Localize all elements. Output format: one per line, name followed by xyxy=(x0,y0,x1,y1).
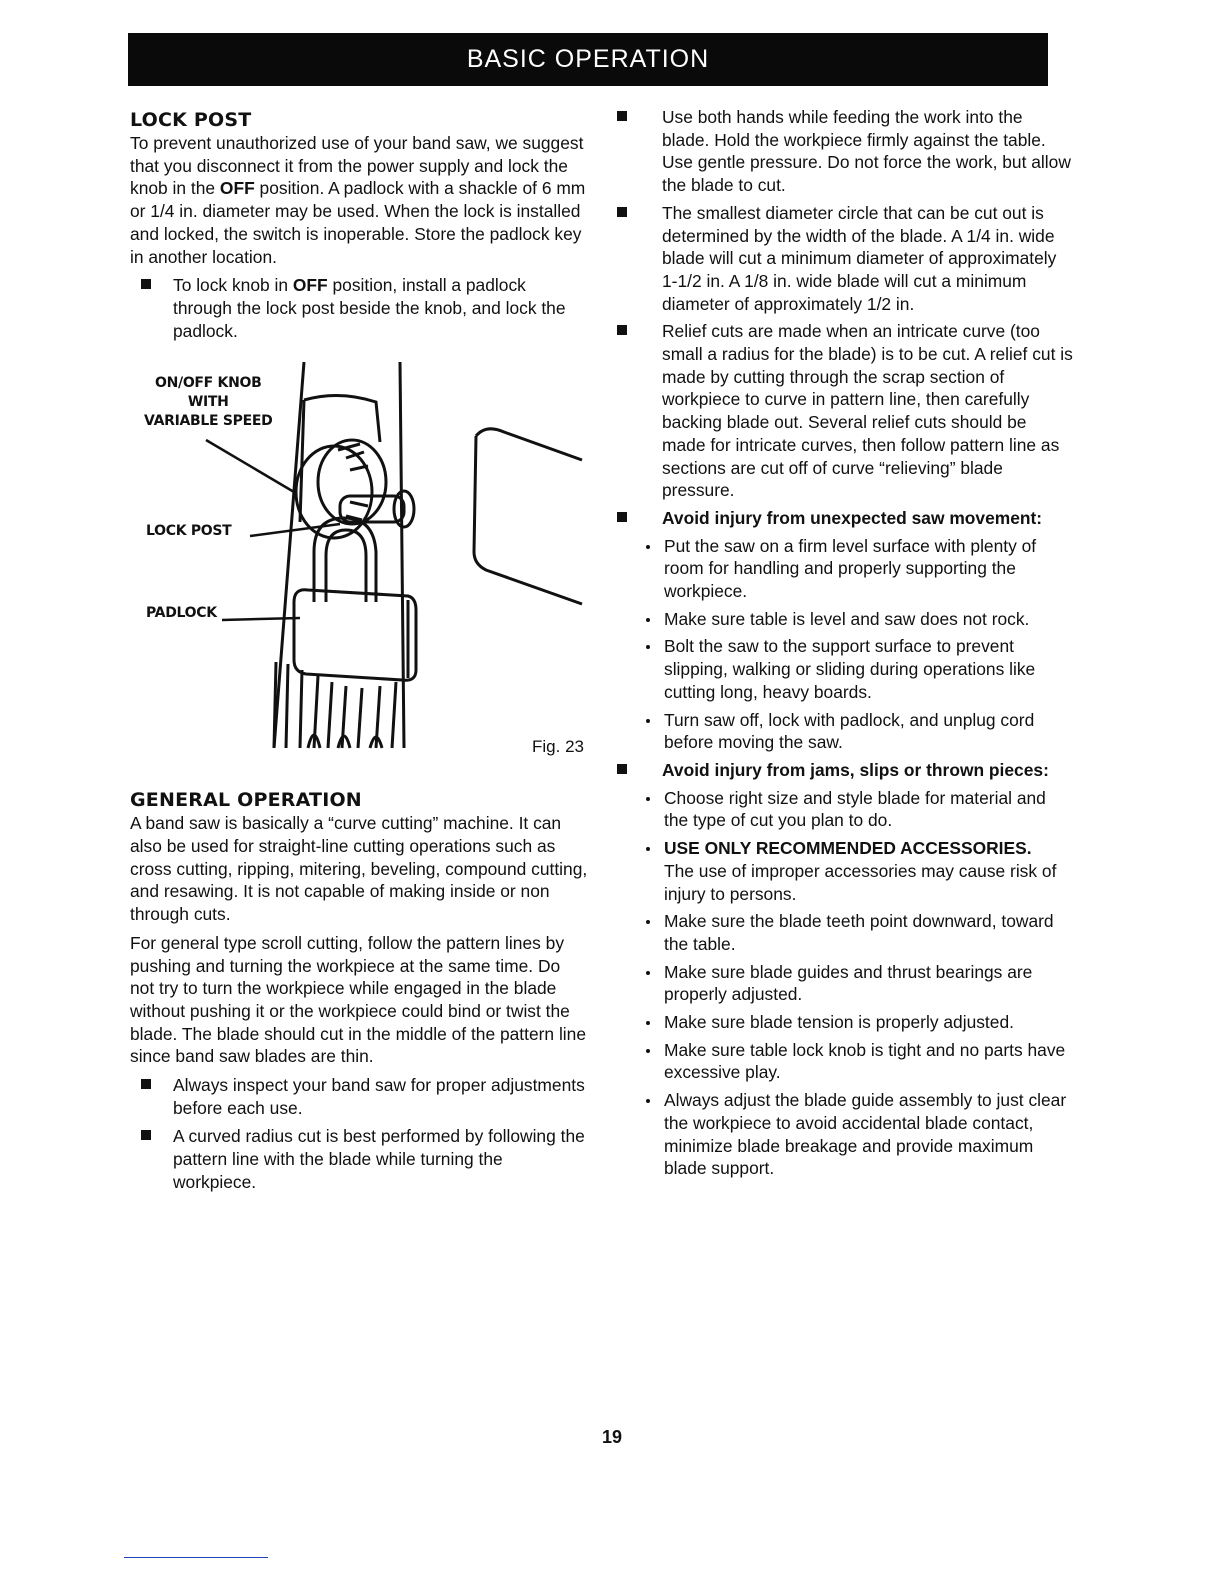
accessories-title: USE ONLY RECOMMENDED ACCESSORIES. xyxy=(664,838,1032,859)
right-column xyxy=(614,106,1074,1185)
knob-callout-line: VARIABLE SPEED xyxy=(144,413,273,430)
list-item: Make sure table is level and saw does not rock. xyxy=(614,608,1074,631)
text-run: position. A padlock with a shackle of 6 mm or 1/4 in. diameter may be used. When the lock is installed and locked, the switch is inoperable. Store the padlock key in another location. xyxy=(130,178,586,267)
off-emphasis: OFF xyxy=(292,275,328,296)
right-bullet-3: Relief cuts are made when an intricate curve (too small a radius for the blade) is to be cut. A relief cut is made by cutting through the scrap section of workpiece to curve in pattern line, then carefully backing blade out. Several relief cuts should be made for intricate curves, then follow pattern line as sections are cut off of curve “relieving” blade pressure. xyxy=(614,320,1074,502)
accessories-item xyxy=(614,837,1074,905)
general-bullet-2: A curved radius cut is best performed by following the pattern line with the blade while turning the workpiece. xyxy=(130,1125,588,1193)
saw-movement-list xyxy=(614,535,1074,754)
list-item: Make sure table lock knob is tight and no parts have excessive play. xyxy=(614,1039,1074,1084)
accessories-text: The use of improper accessories may cause risk of injury to persons. xyxy=(664,860,1057,904)
text-run: To prevent unauthorized use of your band saw, we suggest that you disconnect it from the power supply and lock the knob in the xyxy=(130,133,584,199)
list-item: Make sure blade tension is properly adjusted. xyxy=(614,1011,1074,1034)
left-column xyxy=(130,108,588,1200)
list-item: Turn saw off, lock with padlock, and unplug cord before moving the saw. xyxy=(614,709,1074,754)
general-bullet-1: Always inspect your band saw for proper adjustments before each use. xyxy=(130,1074,588,1119)
padlock-callout: PADLOCK xyxy=(146,605,217,622)
list-item: Bolt the saw to the support surface to prevent slipping, walking or sliding during operations like cutting long, heavy boards. xyxy=(614,635,1074,703)
knob-callout-line: ON/OFF KNOB xyxy=(154,375,262,392)
general-operation-heading: GENERAL OPERATION xyxy=(130,789,362,812)
general-paragraph-2: For general type scroll cutting, follow the pattern lines by pushing and turning the workpiece at the same time. Do not try to turn the workpiece while engaged in the blade without pushing it or the workpiece could bind or twist the blade. The blade should cut in the middle of the pattern line since band saw blades are thin. xyxy=(130,932,587,1067)
text-run: position, install a padlock through the lock post beside the knob, and lock the padlock. xyxy=(173,275,566,341)
general-paragraph-1: A band saw is basically a “curve cutting” machine. It can also be used for straight-line cutting operations such as cross cutting, ripping, mitering, beveling, compound cutting, and resawing. It is not capable of making inside or non through cuts. xyxy=(130,813,588,925)
text-run: To lock knob in xyxy=(173,275,293,296)
off-emphasis: OFF xyxy=(219,178,255,199)
lock-post-paragraph xyxy=(130,132,588,268)
knob-callout xyxy=(144,374,272,431)
knob-callout-line: WITH xyxy=(187,394,229,411)
section-header-bar xyxy=(128,33,1048,86)
page-number: 19 xyxy=(601,1427,623,1447)
lock-post-callout: LOCK POST xyxy=(146,523,232,540)
lock-post-heading: LOCK POST xyxy=(130,109,252,131)
saw-movement-heading: Avoid injury from unexpected saw movement: xyxy=(614,507,1074,530)
jams-list xyxy=(614,787,1074,1180)
list-item: Make sure blade guides and thrust bearings are properly adjusted. xyxy=(614,961,1074,1006)
right-bullet-2: The smallest diameter circle that can be cut out is determined by the width of the blade. A 1/4 in. wide blade will cut a minimum diameter of approximately 1-1/2 in. A 1/8 in. wide blade will cut a minimum diameter of approximately 1/2 in. xyxy=(614,202,1074,316)
list-item: Choose right size and style blade for material and the type of cut you plan to do. xyxy=(614,787,1074,832)
figure-23 xyxy=(124,352,584,782)
lock-post-bullet xyxy=(130,274,588,342)
right-bullet-1: Use both hands while feeding the work into the blade. Hold the workpiece firmly against the table. Use gentle pressure. Do not force the work, but allow the blade to cut. xyxy=(614,106,1074,197)
figure-caption: Fig. 23 xyxy=(532,737,584,757)
section-title: BASIC OPERATION xyxy=(466,45,710,73)
list-item: Put the saw on a firm level surface with plenty of room for handling and properly supporting the workpiece. xyxy=(614,535,1074,603)
list-item: Make sure the blade teeth point downward, toward the table. xyxy=(614,910,1074,955)
list-item: Always adjust the blade guide assembly to just clear the workpiece to avoid accidental blade contact, minimize blade breakage and provide maximum blade support. xyxy=(614,1089,1074,1180)
jams-heading: Avoid injury from jams, slips or thrown pieces: xyxy=(614,759,1074,782)
footer-rule xyxy=(124,1557,268,1558)
